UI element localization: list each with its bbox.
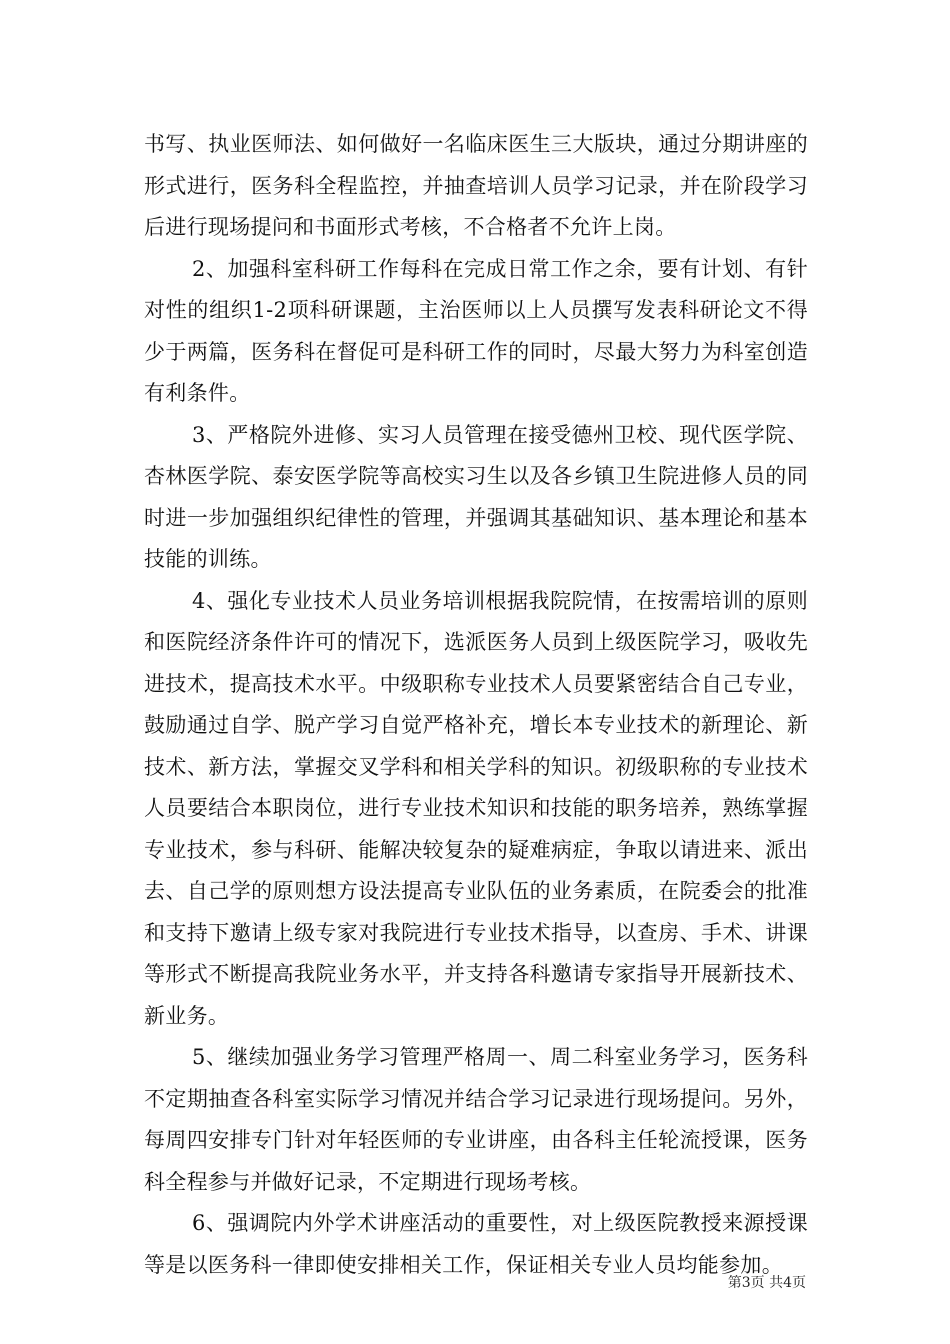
paragraph-continuation: 书写、执业医师法、如何做好一名临床医生三大版块，通过分期讲座的形式进行，医务科全程监控，并抽查培训人员学习记录，并在阶段学习后进行现场提问和书面形式考核，不合格者不允许上岗。 xyxy=(144,132,808,239)
paragraph-item-6: 6、强调院内外学术讲座活动的重要性，对上级医院教授来源授课等是以医务科一律即使安排相关工作，保证相关专业人员均能参加。 xyxy=(144,1211,808,1277)
paragraph-item-4: 4、强化专业技术人员业务培训根据我院院情，在按需培训的原则和医院经济条件许可的情况下，选派医务人员到上级医院学习，吸收先进技术，提高技术水平。中级职称专业技术人员要紧密结合自己专业，鼓励通过自学、脱产学习自觉严格补充，增长本专业技术的新理论、新技术、新方法，掌握交叉学科和相关学科的知识。初级职称的专业技术人员要结合本职岗位，进行专业技术知识和技能的职务培养，熟练掌握专业技术，参与科研、能解决较复杂的疑难病症，争取以请进来、派出去、自己学的原则想方设法提高专业队伍的业务素质，在院委会的批准和支持下邀请上级专家对我院进行专业技术指导，以查房、手术、讲课等形式不断提高我院业务水平，并支持各科邀请专家指导开展新技术、新业务。 xyxy=(144,588,808,1028)
paragraph-item-3: 3、严格院外进修、实习人员管理在接受德州卫校、现代医学院、杏林医学院、泰安医学院等高校实习生以及各乡镇卫生院进修人员的同时进一步加强组织纪律性的管理，并强调其基础知识、基本理论和基本技能的训练。 xyxy=(144,422,808,571)
current-page-number: 3 xyxy=(741,1275,751,1291)
total-pages-number: 4 xyxy=(783,1275,792,1291)
paragraph-item-5: 5、继续加强业务学习管理严格周一、周二科室业务学习，医务科不定期抽查各科室实际学习情况并结合学习记录进行现场提问。另外，每周四安排专门针对年轻医师的专业讲座，由各科主任轮流授课，医务科全程参与并做好记录，不定期进行现场考核。 xyxy=(144,1045,808,1194)
page-label-prefix: 第 xyxy=(727,1275,742,1291)
paragraph-item-2: 2、加强科室科研工作每科在完成日常工作之余，要有计划、有针对性的组织1-2项科研课题，主治医师以上人员撰写发表科研论文不得少于两篇，医务科在督促可是科研工作的同时，尽最大努力为科室创造有利条件。 xyxy=(144,256,808,405)
page-number-footer xyxy=(728,1274,806,1292)
page-label-middle: 页 共 xyxy=(750,1275,784,1291)
page-label-suffix: 页 xyxy=(792,1275,806,1291)
document-body xyxy=(144,124,808,1286)
